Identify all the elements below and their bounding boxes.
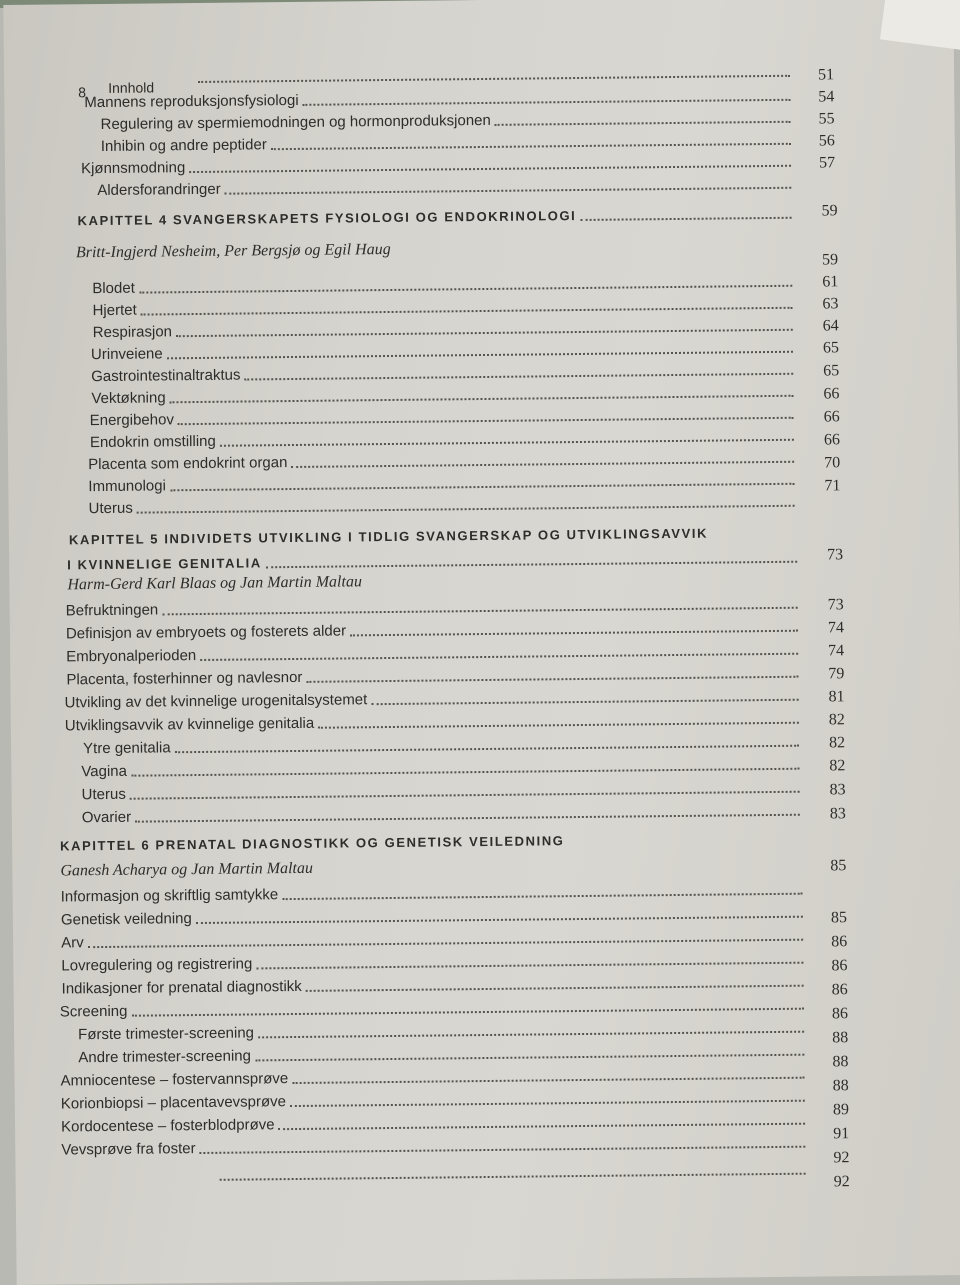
page-ref: 55 — [818, 110, 835, 128]
page-ref: 65 — [822, 339, 840, 357]
toc-entry: Urinveiene — [91, 335, 797, 364]
toc-entry — [215, 1157, 809, 1185]
page-ref: 82 — [829, 734, 846, 752]
page-ref: 71 — [824, 477, 841, 495]
toc-entry: Indikasjoner for prenatal diagnostikk — [62, 969, 808, 999]
page-ref: 83 — [829, 781, 846, 799]
page-ref: 66 — [823, 385, 840, 403]
toc-entry: Ovarier — [82, 798, 804, 828]
toc-entry: Screening — [60, 992, 808, 1022]
toc-entry: Uterus — [88, 489, 798, 518]
chapter-heading-line2: I KVINNELIGE GENITALIA — [67, 545, 801, 575]
chapter-page-ref: 85 — [830, 857, 847, 875]
page-ref: 88 — [832, 1077, 849, 1095]
page-ref: 92 — [833, 1173, 850, 1191]
toc-entry: Utviklingsavvik av kvinnelige genitalia — [65, 706, 803, 736]
toc-entry: Uterus — [81, 775, 803, 805]
page-ref: 74 — [828, 642, 845, 660]
page-ref: 79 — [828, 665, 845, 683]
page-number: 8 — [78, 84, 87, 101]
page-ref: 64 — [822, 317, 839, 335]
toc-entry: Regulering av spermiemodningen og hormonproduksjonen — [100, 105, 794, 134]
page-ref: 63 — [822, 295, 839, 313]
page-ref: 83 — [829, 805, 846, 823]
page-ref: 70 — [824, 454, 841, 472]
toc-entry: Definisjon av embryoets og fosterets alder — [66, 614, 802, 644]
page-ref: 65 — [823, 362, 840, 380]
page-ref: 81 — [828, 688, 845, 706]
toc-entry: Informasjon og skriftlig samtykke — [61, 877, 807, 907]
page-ref: 85 — [830, 909, 848, 927]
chapter-heading: KAPITTEL 5 INDIVIDETS UTVIKLING I TIDLIG SVANGERSKAP OG UTVIKLINGSAVVIK — [68, 525, 709, 548]
chapter-page-ref: 59 — [821, 202, 838, 220]
toc-entry: Ytre genitalia — [83, 729, 803, 759]
toc-entry: Respirasjon — [93, 313, 797, 342]
toc-entry: Befruktningen — [66, 591, 802, 621]
toc-entry: Første trimester-screening — [78, 1015, 808, 1045]
page-ref: 91 — [833, 1125, 850, 1143]
chapter-authors: Harm-Gerd Karl Blaas og Jan Martin Maltau — [67, 573, 362, 594]
chapter-authors: Ganesh Acharya og Jan Martin Maltau — [60, 859, 314, 880]
adjacent-page-corner — [880, 0, 960, 51]
page-ref: 86 — [831, 981, 848, 999]
page-ref: 86 — [831, 1005, 849, 1023]
toc-entry: Endokrin omstilling — [90, 423, 798, 452]
toc-entry: Andre trimester-screening — [78, 1038, 808, 1068]
toc-entry: Genetisk veiledning — [61, 900, 807, 930]
toc-entry: Utvikling av det kvinnelige urogenitalsystemet — [65, 683, 803, 713]
page-ref: 57 — [818, 154, 836, 172]
page-ref: 66 — [823, 408, 840, 426]
toc-entry: Hjertet — [92, 291, 796, 320]
running-head: Innhold — [108, 79, 155, 96]
toc-entry: Placenta som endokrint organ — [88, 445, 798, 474]
toc-entry: Lovregulering og registrering — [61, 946, 807, 976]
chapter-heading: KAPITTEL 4 SVANGERSKAPETS FYSIOLOGI OG ENDOKRINOLOGI — [77, 201, 795, 231]
toc-entry: Vevsprøve fra foster — [61, 1130, 809, 1160]
toc-entry: Aldersforandringer — [97, 171, 795, 200]
toc-entry: Placenta, fosterhinner og navlesnor — [66, 660, 802, 690]
page-ref: 61 — [822, 273, 839, 291]
toc-entry: Inhibin og andre peptider — [101, 127, 795, 156]
page-ref: 89 — [832, 1101, 850, 1119]
page-ref: 54 — [818, 88, 835, 106]
page-ref: 74 — [827, 619, 844, 637]
toc-entry: Vektøkning — [91, 379, 797, 408]
toc-entry: Korionbiopsi – placentavevsprøve — [61, 1084, 809, 1114]
toc-entry: Amniocentese – fostervannsprøve — [60, 1061, 808, 1091]
toc-entry: Kjønnsmodning — [81, 149, 795, 178]
chapter-page-ref: 73 — [827, 546, 844, 564]
page-ref: 92 — [833, 1149, 850, 1167]
page-ref: 88 — [832, 1053, 849, 1071]
chapter-heading: KAPITTEL 6 PRENATAL DIAGNOSTIKK OG GENETISK VEILEDNING — [60, 833, 565, 854]
toc-entry: Energibehov — [90, 401, 798, 430]
toc-entry: Mannens reproduksjonsfysiologi — [84, 83, 794, 112]
page-ref: 73 — [827, 596, 844, 614]
toc-entry: Blodet — [92, 269, 796, 298]
toc-entry: Kordocentese – fosterblodprøve — [61, 1107, 809, 1137]
book-page — [3, 0, 960, 1285]
page-ref: 66 — [823, 431, 841, 449]
page-ref: 86 — [831, 957, 848, 975]
page-ref: 82 — [829, 757, 846, 775]
toc-entry: Embryonalperioden — [66, 637, 802, 667]
toc-entry: Vagina — [81, 752, 803, 782]
page-ref: 59 — [821, 251, 839, 269]
toc-entry: Arv — [61, 923, 807, 953]
toc-entry: Gastrointestinaltraktus — [91, 357, 797, 386]
page-ref: 88 — [832, 1029, 849, 1047]
page-ref: 51 — [818, 66, 835, 84]
toc-entry: Immunologi — [88, 467, 798, 496]
page-ref: 82 — [828, 711, 845, 729]
chapter-authors: Britt-Ingjerd Nesheim, Per Bergsjø og Egil Haug — [75, 240, 391, 262]
page-ref: 56 — [818, 132, 835, 150]
page-ref: 86 — [831, 933, 848, 951]
